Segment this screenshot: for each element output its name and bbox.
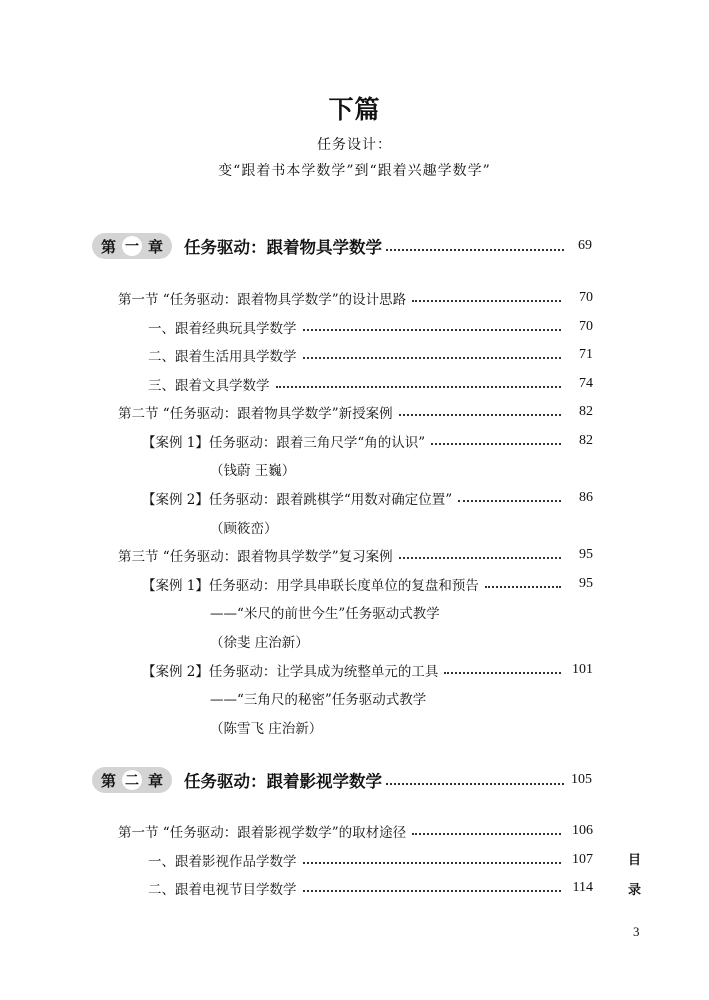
toc-author: （陈雪飞 庄治新） [210,721,323,737]
toc-entry-page: 107 [572,852,593,867]
chapter-label-char: 第 [101,237,117,256]
chapter-label-char: 章 [148,237,164,256]
toc-entry-page: 71 [579,347,593,362]
dot-leader [303,862,562,864]
dot-leader [303,890,562,892]
part-title: 下篇 [328,95,381,124]
toc-entry-page: 82 [579,433,593,448]
toc-entry[interactable] [142,430,593,452]
toc-case-subtitle: ——“米尺的前世今生”任务驱动式教学 [210,606,440,622]
toc-entry-title: 第一节 “任务驱动：跟着影视学数学”的取材途径 [118,825,407,841]
toc-entry[interactable] [118,401,593,423]
toc-entry-title: 【案例 1】任务驱动：用学具串联长度单位的复盘和预告 [142,578,479,594]
toc-entry-title: 二、跟着电视节目学数学 [148,882,297,898]
toc-entry-page: 70 [579,319,593,334]
side-label-lu: 录 [628,883,642,898]
chapter-label-char: 第 [101,771,117,790]
toc-entry-page: 82 [579,404,593,419]
chapter-label-char: 章 [148,771,164,790]
chapter-1-title: 任务驱动：跟着物具学数学 [184,238,383,257]
dot-leader [431,443,561,445]
toc-entry-title: 三、跟着文具学数学 [148,378,270,394]
toc-entry[interactable] [148,344,593,366]
toc-entry-page: 114 [572,880,593,895]
toc-entry[interactable] [148,316,593,338]
side-label-mu: 目 [628,853,642,868]
dot-leader [444,672,561,674]
chapter-2-page: 105 [571,772,592,787]
toc-entry-page: 95 [579,547,593,562]
toc-case-subtitle: ——“三角尺的秘密”任务驱动式教学 [210,692,427,708]
page-number: 3 [633,924,640,939]
toc-entry-page: 86 [579,490,593,505]
toc-entry[interactable] [148,849,593,871]
toc-entry[interactable] [142,573,593,595]
toc-entry-title: 一、跟着影视作品学数学 [148,854,297,870]
toc-author: （顾筱峦） [210,521,278,537]
chapter-2-badge [92,767,172,793]
chapter-2-heading[interactable] [92,765,592,795]
toc-entry[interactable] [142,659,593,681]
part-subtitle-line1: 任务设计： [317,137,392,153]
toc-entry-page: 95 [579,576,593,591]
toc-author: （徐斐 庄治新） [210,635,309,651]
chapter-number: 二 [122,770,142,790]
toc-entry[interactable] [118,287,593,309]
dot-leader [386,249,564,251]
toc-entry-page: 74 [579,376,593,391]
toc-entry[interactable] [118,820,593,842]
dot-leader [412,300,561,302]
dot-leader [386,783,564,785]
dot-leader [276,386,562,388]
chapter-number: 一 [122,236,142,256]
toc-entry[interactable] [118,544,593,566]
toc-author: （钱蔚 王巍） [210,463,296,479]
toc-entry[interactable] [148,373,593,395]
dot-leader [303,357,562,359]
dot-leader [485,586,561,588]
chapter-1-heading[interactable] [92,231,592,261]
toc-entry-title: 一、跟着经典玩具学数学 [148,321,297,337]
toc-entry-page: 70 [579,290,593,305]
toc-entry-title: 【案例 1】任务驱动：跟着三角尺学“角的认识” [142,435,426,451]
toc-entry-title: 【案例 2】任务驱动：让学具成为统整单元的工具 [142,664,439,680]
dot-leader [303,329,562,331]
toc-entry[interactable] [148,877,593,899]
toc-entry-page: 106 [572,823,593,838]
dot-leader [399,414,561,416]
chapter-1-page: 69 [578,238,592,253]
dot-leader [399,557,561,559]
dot-leader [412,833,561,835]
chapter-2-title: 任务驱动：跟着影视学数学 [184,772,383,791]
toc-entry-title: 二、跟着生活用具学数学 [148,349,297,365]
dot-leader [458,500,561,502]
toc-entry-title: 第一节 “任务驱动：跟着物具学数学”的设计思路 [118,292,407,308]
part-subtitle-line2: 变“跟着书本学数学”到“跟着兴趣学数学” [218,163,491,179]
toc-entry-title: 第三节 “任务驱动：跟着物具学数学”复习案例 [118,549,393,565]
toc-entry-page: 101 [572,662,593,677]
chapter-1-badge [92,233,172,259]
toc-entry-title: 【案例 2】任务驱动：跟着跳棋学“用数对确定位置” [142,492,453,508]
toc-entry-title: 第二节 “任务驱动：跟着物具学数学”新授案例 [118,406,393,422]
toc-entry[interactable] [142,487,593,509]
